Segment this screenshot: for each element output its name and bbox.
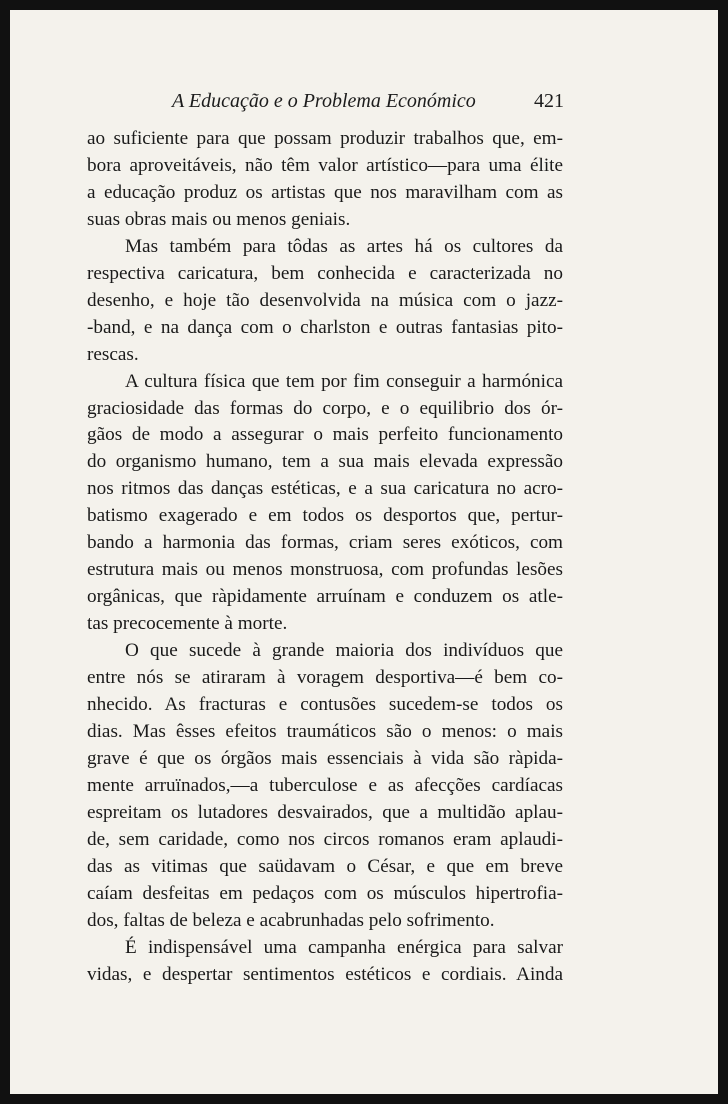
running-header <box>10 90 718 120</box>
text-line: respectiva caricatura, bem conhecida e caracterizada no <box>87 262 563 284</box>
running-title: A Educação e o Problema Económico <box>172 90 476 112</box>
body-text <box>87 126 563 989</box>
text-line: caíam desfeitas em pedaços com os músculos hipertrofia- <box>87 882 563 904</box>
text-line: graciosidade das formas do corpo, e o equilibrio dos ór- <box>87 397 563 419</box>
page-number: 421 <box>534 90 564 112</box>
text-line: a educação produz os artistas que nos maravilham com as <box>87 181 563 203</box>
paragraph-4 <box>87 638 563 934</box>
text-line: nos ritmos das danças estéticas, e a sua caricatura no acro- <box>87 478 563 500</box>
text-line: suas obras mais ou menos geniais. <box>87 208 351 230</box>
text-line: mente arruïnados,—a tuberculose e as afecções cardíacas <box>87 774 563 796</box>
text-line: Mas também para tôdas as artes há os cultores da <box>125 235 563 257</box>
paragraph-1 <box>87 126 563 234</box>
text-line: vidas, e despertar sentimentos estéticos e cordiais. Ainda <box>87 963 563 985</box>
text-line: -band, e na dança com o charlston e outras fantasias pito- <box>87 316 563 338</box>
text-line: bora aproveitáveis, não têm valor artístico—para uma élite <box>87 154 563 176</box>
text-line: estrutura mais ou menos monstruosa, com profundas lesões <box>87 559 563 581</box>
paragraph-2 <box>87 234 563 369</box>
text-line: grave é que os órgãos mais essenciais à vida são ràpida- <box>87 747 563 769</box>
text-line: bando a harmonia das formas, criam seres exóticos, com <box>87 532 563 554</box>
text-line: desenho, e hoje tão desenvolvida na música com o jazz- <box>87 289 563 311</box>
text-line: batismo exagerado e em todos os desportos que, pertur- <box>87 505 563 527</box>
paragraph-5 <box>87 935 563 989</box>
text-line: das as vitimas que saüdavam o César, e que em breve <box>87 855 563 877</box>
text-line: entre nós se atiraram à voragem desportiva—é bem co- <box>87 667 563 689</box>
text-line: dos, faltas de beleza e acabrunhadas pelo sofrimento. <box>87 909 495 931</box>
text-line: de, sem caridade, como nos circos romanos eram aplaudi- <box>87 828 563 850</box>
text-line: tas precocemente à morte. <box>87 613 288 635</box>
text-line: A cultura física que tem por fim conseguir a harmónica <box>125 370 563 392</box>
book-page <box>10 10 718 1094</box>
text-line: É indispensável uma campanha enérgica para salvar <box>125 936 563 958</box>
text-line: nhecido. As fracturas e contusões sucedem-se todos os <box>87 694 563 716</box>
text-line: rescas. <box>87 343 139 365</box>
text-line: O que sucede à grande maioria dos indivíduos que <box>125 640 563 662</box>
text-line: gãos de modo a assegurar o mais perfeito funcionamento <box>87 424 563 446</box>
paragraph-3 <box>87 369 563 639</box>
text-line: dias. Mas êsses efeitos traumáticos são o menos: o mais <box>87 720 563 742</box>
text-line: ao suficiente para que possam produzir trabalhos que, em- <box>87 128 563 149</box>
text-line: do organismo humano, tem a sua mais elevada expressão <box>87 451 563 473</box>
text-line: espreitam os lutadores desvairados, que a multidão aplau- <box>87 801 563 823</box>
text-line: orgânicas, que ràpidamente arruínam e conduzem os atle- <box>87 586 563 608</box>
